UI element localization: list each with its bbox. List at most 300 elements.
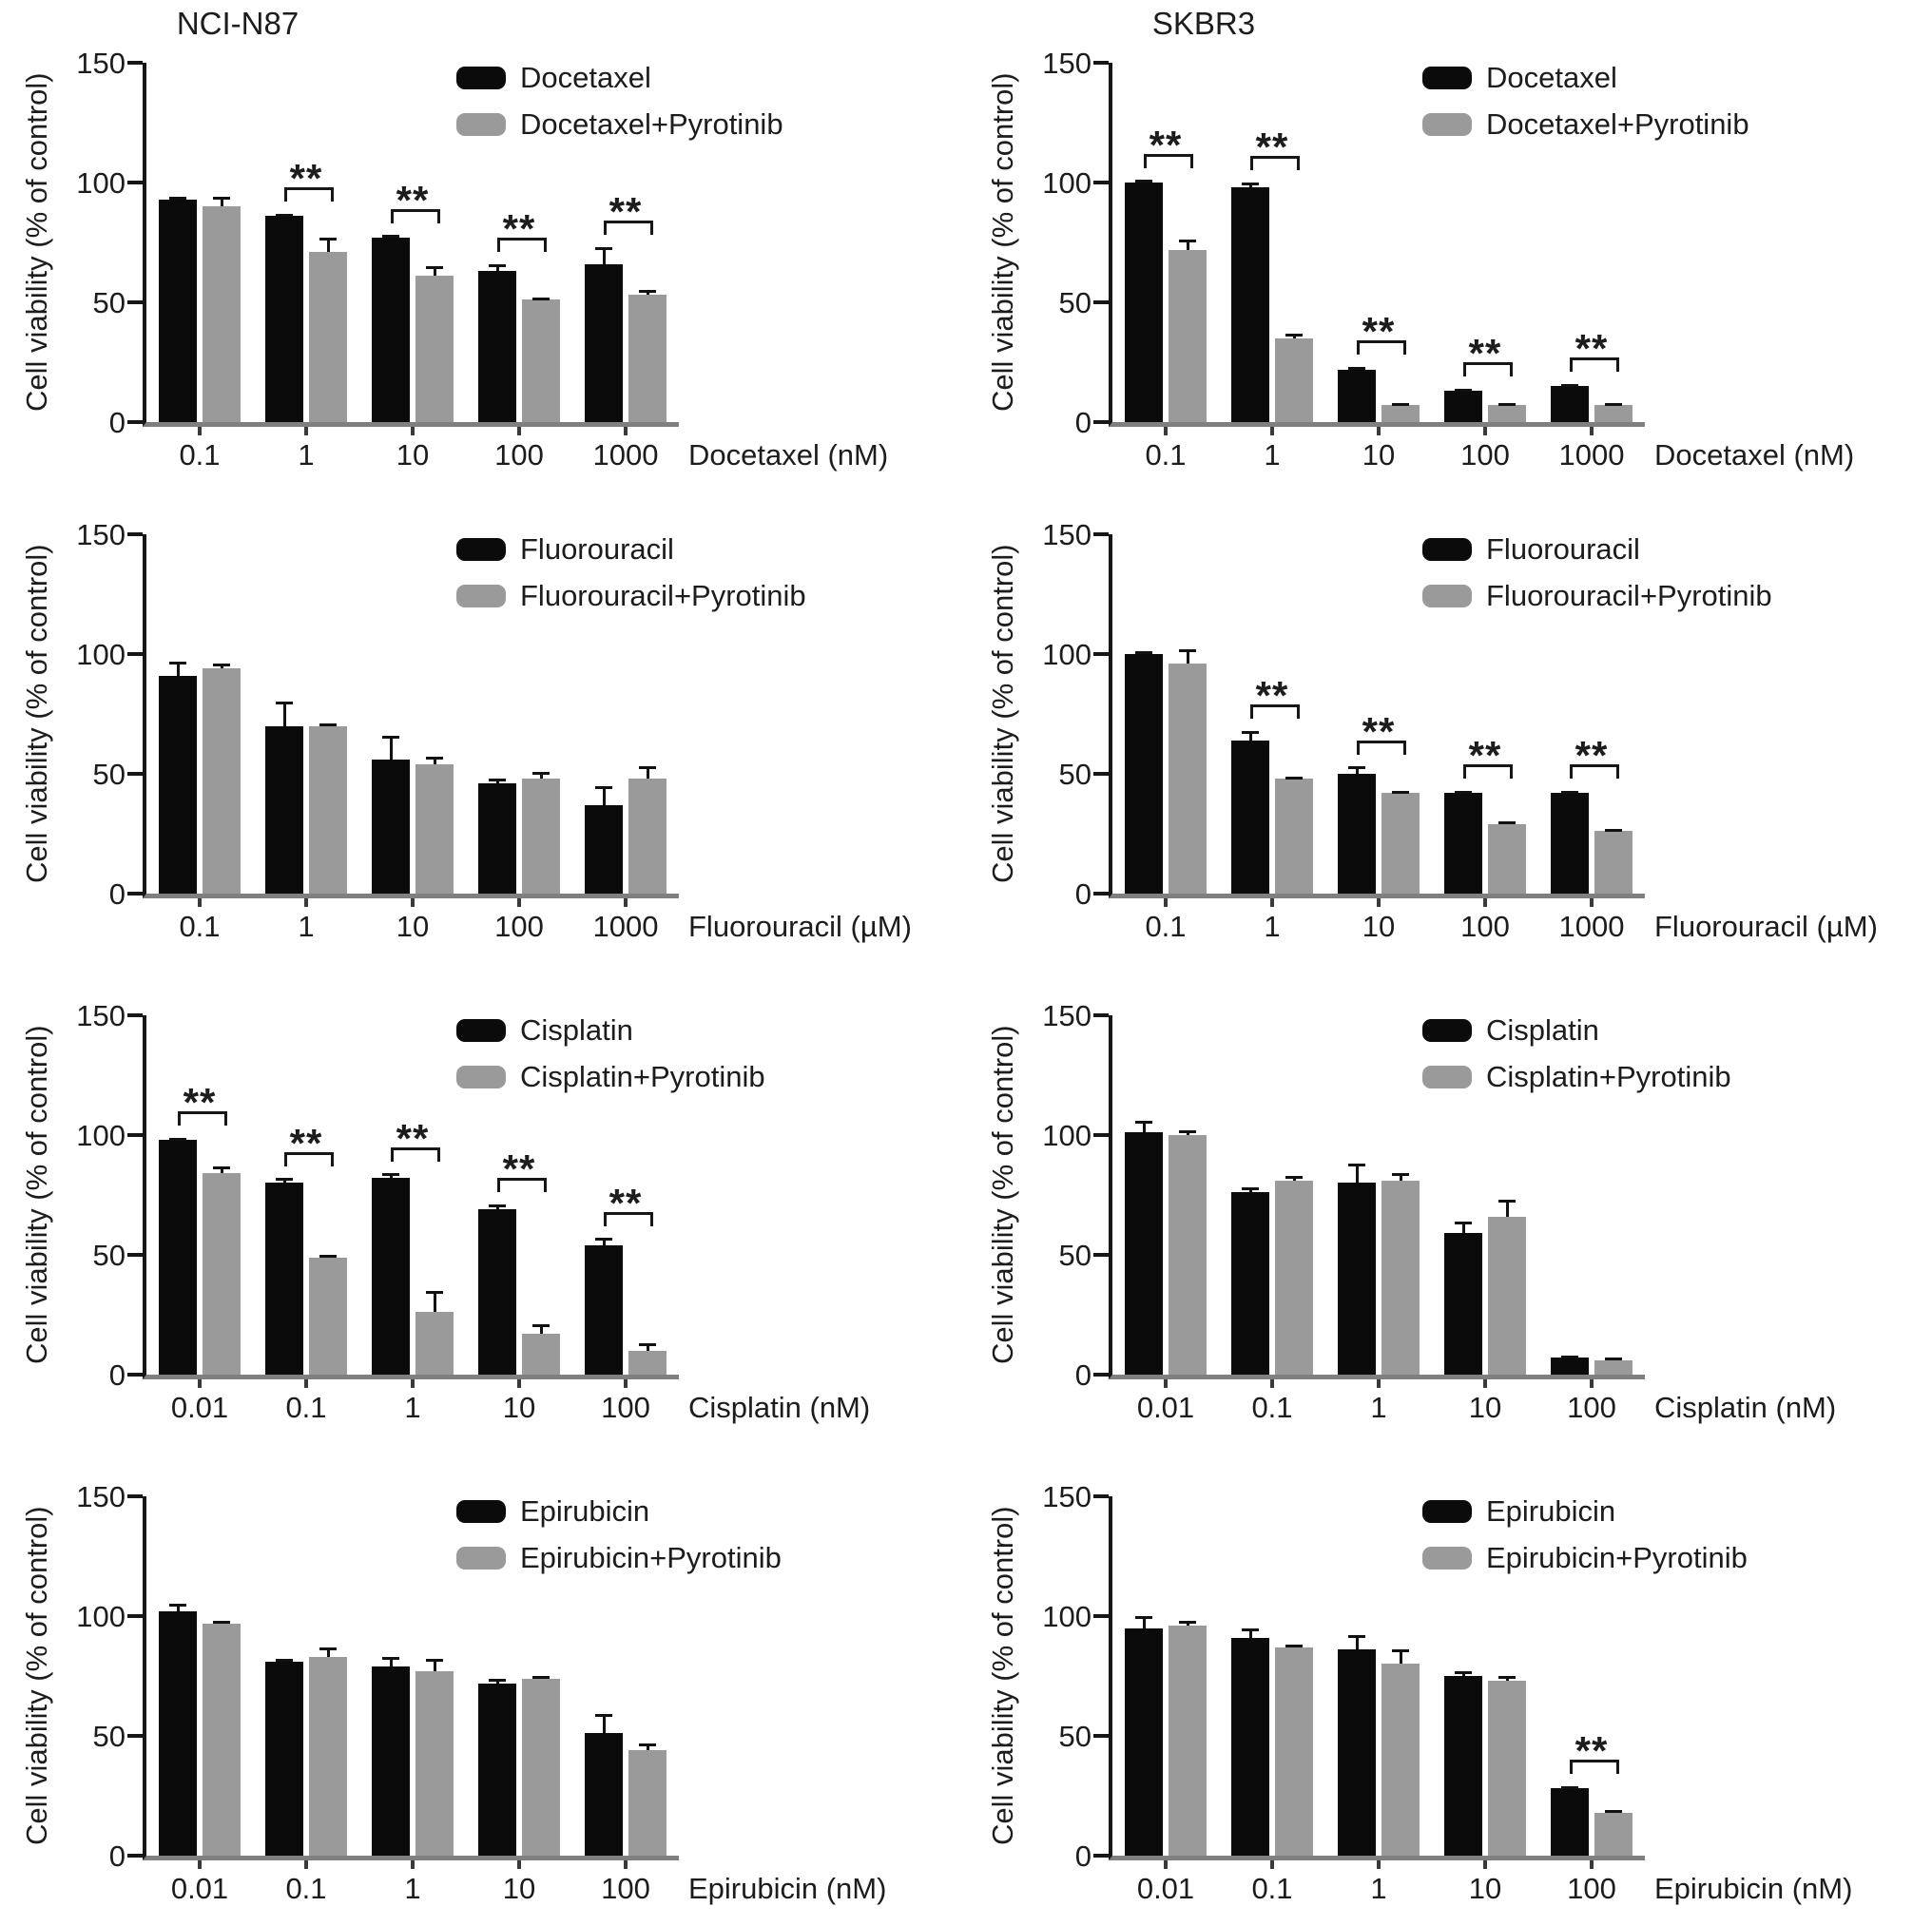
x-tick-mark [1483, 1379, 1487, 1388]
y-tick-mark [1093, 1734, 1109, 1738]
bar-group-1 [253, 534, 359, 894]
error-bar [532, 1676, 550, 1679]
bar-cisplatin-pyrotinib-1 [1381, 1181, 1420, 1375]
bar-fluorouracil-pyrotinib-1 [1275, 779, 1313, 894]
bar-docetaxel-100 [1444, 391, 1482, 422]
y-tick-label: 150 [1042, 999, 1092, 1032]
bar-cisplatin-0.1 [1231, 1192, 1269, 1375]
error-bar-cap [1135, 180, 1152, 183]
error-bar [639, 290, 656, 295]
bar-epirubicin-pyrotinib-1 [1381, 1664, 1420, 1856]
error-bar [489, 1204, 506, 1209]
legend-label: Fluorouracil+Pyrotinib [520, 579, 806, 612]
bar-group-0.1 [1219, 1015, 1325, 1375]
legend [1422, 1013, 1731, 1094]
y-tick-label: 100 [76, 1600, 126, 1633]
error-bar [489, 1679, 506, 1684]
bar-fluorouracil-pyrotinib-1 [309, 726, 347, 894]
x-category-label: 10 [1468, 1391, 1502, 1424]
legend-item-epirubicin [1422, 1494, 1748, 1529]
error-bar [426, 1291, 443, 1313]
bar-epirubicin-pyrotinib-100 [628, 1750, 667, 1856]
bar-fluorouracil-10 [372, 760, 410, 894]
significance-stars: ** [1468, 733, 1502, 779]
error-bar [1561, 1356, 1578, 1358]
x-tick-mark [198, 898, 202, 907]
legend-swatch-fluorouracil-pyrotinib [1422, 585, 1472, 607]
error-bar [532, 298, 550, 300]
bar-fluorouracil-pyrotinib-100 [1488, 824, 1526, 894]
legend-label: Epirubicin+Pyrotinib [520, 1541, 782, 1574]
y-tick-label: 50 [92, 1720, 126, 1753]
error-bar-cap [595, 786, 612, 789]
significance-stars: ** [183, 1079, 217, 1125]
bar-group-0.01 [146, 1015, 253, 1375]
y-axis-label: Cell viability (% of control) [20, 72, 53, 413]
legend-swatch-epirubicin-pyrotinib [456, 1547, 506, 1570]
significance-stars: ** [1255, 673, 1289, 719]
x-category-label: 0.1 [1251, 1872, 1293, 1905]
error-bar-cap [1605, 1810, 1622, 1813]
x-tick-mark [1270, 427, 1274, 435]
bar-epirubicin-10 [1444, 1676, 1482, 1856]
x-category-label: 10 [1362, 438, 1396, 472]
bar-group-10 [359, 534, 466, 894]
error-bar-cap [1135, 1616, 1152, 1619]
legend-item-epirubicin-pyrotinib [456, 1541, 782, 1575]
significance-stars: ** [396, 177, 430, 222]
legend-item-epirubicin-pyrotinib [1422, 1541, 1748, 1575]
error-bar [213, 197, 230, 206]
y-tick-mark [1093, 1013, 1109, 1017]
error-bar [1605, 1358, 1622, 1360]
bar-fluorouracil-10 [1338, 774, 1376, 894]
chart-panel-nci-n87-cisplatin-nm [0, 962, 966, 1443]
x-tick-mark [304, 898, 308, 907]
y-tick-label: 100 [1042, 1600, 1092, 1633]
x-tick-mark [198, 1860, 202, 1869]
legend-label: Cisplatin [1486, 1013, 1599, 1047]
error-bar [1348, 1164, 1365, 1183]
x-axis-label: Fluorouracil (µM) [688, 910, 912, 943]
error-bar [276, 1178, 293, 1183]
y-axis-label: Cell viability (% of control) [986, 1025, 1019, 1365]
error-bar-cap [1135, 651, 1152, 654]
error-bar-cap [1179, 1130, 1196, 1133]
bar-fluorouracil-0.1 [1125, 654, 1163, 894]
x-tick-mark [624, 898, 628, 907]
error-bar [319, 1647, 337, 1657]
legend-swatch-cisplatin [1422, 1019, 1472, 1042]
error-bar [1498, 1676, 1516, 1681]
x-tick-mark [198, 1379, 202, 1388]
error-bar-whisker [603, 1714, 606, 1733]
significance-stars: ** [1575, 326, 1609, 372]
legend [456, 61, 783, 142]
y-tick-label: 0 [1074, 1839, 1092, 1873]
error-bar [426, 1659, 443, 1671]
error-bar-cap [1242, 731, 1259, 734]
legend-item-fluorouracil-pyrotinib [1422, 579, 1772, 613]
error-bar [213, 1166, 230, 1174]
error-bar-cap [1392, 791, 1409, 794]
error-bar-cap [1561, 1356, 1578, 1358]
error-bar [1179, 649, 1196, 664]
y-tick-label: 150 [76, 518, 126, 551]
legend-label: Cisplatin+Pyrotinib [1486, 1060, 1731, 1093]
bar-docetaxel-pyrotinib-0.1 [203, 206, 241, 422]
x-tick-mark [1590, 898, 1594, 907]
error-bar-cap [213, 1166, 230, 1169]
legend-item-docetaxel-pyrotinib [456, 107, 783, 142]
legend [456, 1013, 765, 1094]
legend-swatch-docetaxel [1422, 67, 1472, 89]
legend-swatch-fluorouracil [1422, 538, 1472, 561]
error-bar [1605, 403, 1622, 406]
y-tick-label: 100 [76, 1119, 126, 1152]
y-tick-mark [127, 1614, 143, 1618]
y-tick-label: 0 [1074, 406, 1092, 439]
error-bar [1179, 1130, 1196, 1135]
bar-group-1 [359, 1496, 466, 1856]
error-bar-cap [1605, 829, 1622, 832]
x-category-label: 1 [404, 1391, 421, 1424]
x-tick-mark [1270, 1860, 1274, 1869]
x-category-label: 1 [298, 438, 315, 472]
x-axis-label: Cisplatin (nM) [1654, 1391, 1837, 1424]
bar-docetaxel-1000 [585, 264, 623, 422]
error-bar [276, 1659, 293, 1662]
x-tick-mark [624, 1379, 628, 1388]
x-tick-mark [411, 1379, 415, 1388]
bar-cisplatin-pyrotinib-0.1 [1275, 1181, 1313, 1375]
legend-label: Docetaxel+Pyrotinib [1486, 107, 1749, 141]
bar-cisplatin-10 [1444, 1233, 1482, 1375]
y-tick-label: 0 [1074, 877, 1092, 911]
x-tick-mark [1164, 1860, 1168, 1869]
y-tick-mark [1093, 1253, 1109, 1257]
bar-docetaxel-pyrotinib-1000 [628, 295, 667, 422]
x-tick-mark [1590, 1860, 1594, 1869]
error-bar [169, 1604, 186, 1611]
x-tick-mark [1270, 898, 1274, 907]
chart-panel-skbr3-epirubicin-nm [966, 1443, 1932, 1924]
x-category-label: 100 [1460, 438, 1510, 472]
bar-epirubicin-0.01 [159, 1611, 197, 1856]
legend-label: Epirubicin [520, 1494, 650, 1528]
error-bar [1285, 777, 1303, 780]
error-bar-cap [426, 1291, 443, 1294]
legend-swatch-epirubicin-pyrotinib [1422, 1547, 1472, 1570]
error-bar-cap [639, 1343, 656, 1346]
error-bar-cap [1285, 334, 1303, 337]
y-tick-label: 150 [76, 47, 126, 80]
bar-epirubicin-pyrotinib-0.01 [203, 1624, 241, 1856]
significance-stars: ** [1149, 122, 1183, 167]
error-bar [1242, 183, 1259, 187]
error-bar [1285, 334, 1303, 338]
legend [456, 532, 806, 613]
bar-group-10 [1325, 534, 1432, 894]
chart-panel-nci-n87-docetaxel-nm [0, 0, 966, 481]
y-tick-mark [1093, 652, 1109, 656]
x-category-label: 0.1 [1145, 438, 1187, 472]
legend-label: Cisplatin+Pyrotinib [520, 1060, 765, 1093]
error-bar-cap [532, 772, 550, 775]
y-tick-mark [127, 420, 143, 424]
legend-label: Docetaxel [1486, 61, 1617, 94]
error-bar [319, 1255, 337, 1258]
y-tick-mark [127, 532, 143, 536]
bar-cisplatin-0.01 [159, 1140, 197, 1375]
error-bar-cap [1498, 403, 1516, 406]
x-tick-mark [1377, 1379, 1381, 1388]
legend-swatch-fluorouracil-pyrotinib [456, 585, 506, 607]
error-bar [276, 214, 293, 217]
error-bar-cap [382, 1173, 399, 1176]
x-category-label: 10 [1468, 1872, 1502, 1905]
error-bar-cap [489, 779, 506, 781]
error-bar [1561, 1786, 1578, 1789]
x-category-label: 0.1 [179, 910, 221, 943]
x-tick-mark [1377, 1860, 1381, 1869]
chart-panel-nci-n87-fluorouracil-m [0, 481, 966, 962]
bar-epirubicin-pyrotinib-0.1 [1275, 1647, 1313, 1856]
legend-item-docetaxel [1422, 61, 1749, 95]
bar-epirubicin-10 [478, 1684, 516, 1856]
x-category-label: 1000 [1558, 910, 1625, 943]
x-tick-mark [517, 427, 521, 435]
bar-group-0.1 [253, 1015, 359, 1375]
error-bar [1135, 651, 1152, 654]
bar-epirubicin-pyrotinib-1 [415, 1671, 454, 1856]
significance-stars: ** [1575, 733, 1609, 779]
chart-panel-skbr3-docetaxel-nm [966, 0, 1932, 481]
error-bar-cap [1498, 821, 1516, 824]
error-bar-cap [639, 766, 656, 769]
error-bar [1392, 1649, 1409, 1664]
error-bar [639, 1343, 656, 1351]
error-bar-cap [639, 1743, 656, 1746]
error-bar-cap [319, 1647, 337, 1650]
error-bar [1605, 1810, 1622, 1813]
error-bar-cap [1179, 649, 1196, 652]
y-tick-label: 100 [76, 638, 126, 671]
y-tick-mark [127, 61, 143, 65]
bar-epirubicin-1 [1338, 1649, 1376, 1856]
y-tick-label: 0 [108, 1358, 126, 1392]
error-bar [1392, 1173, 1409, 1181]
error-bar [1498, 1200, 1516, 1217]
x-tick-mark [1483, 898, 1487, 907]
legend-item-docetaxel [456, 61, 783, 95]
y-tick-label: 150 [76, 999, 126, 1032]
bar-docetaxel-0.1 [159, 200, 197, 422]
y-tick-mark [1093, 532, 1109, 536]
error-bar [1135, 1121, 1152, 1133]
legend-swatch-fluorouracil [456, 538, 506, 561]
significance-stars: ** [396, 1115, 430, 1161]
bar-fluorouracil-100 [1444, 793, 1482, 894]
y-axis-label: Cell viability (% of control) [986, 72, 1019, 413]
legend [1422, 61, 1749, 142]
bar-group-1 [253, 63, 359, 422]
bar-epirubicin-0.1 [265, 1662, 303, 1856]
error-bar-cap [1498, 1200, 1516, 1203]
error-bar [1348, 766, 1365, 774]
significance-stars: ** [1362, 309, 1396, 355]
error-bar-cap [382, 235, 399, 238]
x-tick-mark [198, 427, 202, 435]
legend-item-cisplatin-pyrotinib [456, 1060, 765, 1094]
y-tick-mark [127, 652, 143, 656]
x-category-label: 1 [1370, 1391, 1387, 1424]
legend-label: Docetaxel+Pyrotinib [520, 107, 783, 141]
error-bar [319, 238, 337, 252]
x-axis-label: Epirubicin (nM) [1654, 1872, 1853, 1905]
error-bar [532, 772, 550, 780]
error-bar-cap [1605, 403, 1622, 406]
y-axis-label: Cell viability (% of control) [20, 1506, 53, 1846]
error-bar-cap [382, 1657, 399, 1660]
error-bar-cap [595, 247, 612, 250]
error-bar-cap [1242, 183, 1259, 185]
y-tick-label: 0 [1074, 1358, 1092, 1392]
bar-docetaxel-0.1 [1125, 183, 1163, 422]
bar-group-10 [359, 63, 466, 422]
y-tick-label: 50 [92, 758, 126, 791]
bar-group-0.01 [146, 1496, 253, 1856]
bar-fluorouracil-1 [265, 726, 303, 894]
column-title: SKBR3 [1151, 6, 1256, 41]
bar-docetaxel-100 [478, 271, 516, 422]
error-bar-cap [595, 1238, 612, 1241]
bar-docetaxel-1000 [1551, 386, 1589, 422]
x-tick-mark [411, 898, 415, 907]
error-bar-cap [213, 197, 230, 200]
bar-group-0.1 [253, 1496, 359, 1856]
error-bar [595, 786, 612, 805]
y-tick-label: 100 [1042, 1119, 1092, 1152]
y-tick-mark [127, 892, 143, 896]
y-tick-mark [1093, 181, 1109, 184]
bar-docetaxel-pyrotinib-1 [1275, 338, 1313, 422]
y-axis-label: Cell viability (% of control) [986, 544, 1019, 884]
y-tick-mark [1093, 1614, 1109, 1618]
bar-epirubicin-pyrotinib-0.01 [1169, 1626, 1207, 1856]
x-axis-label: Epirubicin (nM) [688, 1872, 887, 1905]
x-tick-mark [517, 1860, 521, 1869]
y-tick-mark [1093, 892, 1109, 896]
x-axis-label: Docetaxel (nM) [1654, 438, 1855, 472]
bar-epirubicin-0.1 [1231, 1638, 1269, 1856]
error-bar-cap [382, 736, 399, 739]
x-category-label: 0.1 [1145, 910, 1187, 943]
error-bar [382, 235, 399, 238]
y-tick-mark [1093, 1494, 1109, 1498]
bar-docetaxel-pyrotinib-100 [1488, 405, 1526, 422]
legend-label: Fluorouracil [520, 532, 674, 566]
error-bar [1561, 384, 1578, 387]
x-tick-mark [1164, 898, 1168, 907]
bar-cisplatin-0.1 [265, 1183, 303, 1375]
bar-group-1 [1325, 1496, 1432, 1856]
x-category-label: 1 [1264, 438, 1281, 472]
error-bar-cap [1135, 1121, 1152, 1124]
error-bar-cap [532, 298, 550, 300]
error-bar [639, 766, 656, 779]
legend-item-fluorouracil [1422, 532, 1772, 567]
bar-epirubicin-pyrotinib-10 [522, 1679, 560, 1856]
significance-stars: ** [289, 1120, 323, 1165]
error-bar [1455, 1222, 1472, 1234]
bar-cisplatin-pyrotinib-100 [1594, 1360, 1633, 1375]
bar-group-1 [359, 1015, 466, 1375]
error-bar-cap [595, 1714, 612, 1717]
legend [1422, 1494, 1748, 1575]
bar-cisplatin-1 [372, 1178, 410, 1375]
x-category-label: 100 [1567, 1872, 1616, 1905]
error-bar [1242, 1628, 1259, 1638]
error-bar [1498, 821, 1516, 824]
y-tick-label: 0 [108, 406, 126, 439]
significance-stars: ** [609, 189, 643, 235]
legend-item-cisplatin [1422, 1013, 1731, 1048]
bar-group-0.1 [1112, 534, 1219, 894]
error-bar [169, 1138, 186, 1141]
bar-group-0.1 [1112, 63, 1219, 422]
significance-stars: ** [1362, 708, 1396, 754]
bar-group-0.01 [1112, 1015, 1219, 1375]
x-category-label: 1 [298, 910, 315, 943]
error-bar-cap [1242, 1628, 1259, 1631]
error-bar-whisker [283, 702, 286, 725]
x-tick-mark [517, 1379, 521, 1388]
y-tick-mark [127, 300, 143, 304]
error-bar-cap [169, 1604, 186, 1607]
bar-group-0.1 [1219, 1496, 1325, 1856]
error-bar-cap [1285, 1176, 1303, 1179]
error-bar-cap [276, 1178, 293, 1181]
x-category-label: 1000 [592, 438, 659, 472]
bar-group-0.01 [1112, 1496, 1219, 1856]
error-bar [1135, 1616, 1152, 1628]
y-tick-label: 0 [108, 1839, 126, 1873]
legend-swatch-cisplatin [456, 1019, 506, 1042]
chart-panel-skbr3-cisplatin-nm [966, 962, 1932, 1443]
x-axis-label: Fluorouracil (µM) [1654, 910, 1878, 943]
x-category-label: 1000 [592, 910, 659, 943]
error-bar-cap [1179, 240, 1196, 242]
x-category-label: 1 [1264, 910, 1281, 943]
error-bar [532, 1324, 550, 1334]
error-bar [1455, 791, 1472, 794]
error-bar-cap [1392, 1173, 1409, 1176]
bar-fluorouracil-1000 [1551, 793, 1589, 894]
x-tick-mark [411, 427, 415, 435]
y-axis-label: Cell viability (% of control) [20, 1025, 53, 1365]
error-bar-cap [489, 264, 506, 267]
error-bar-cap [426, 266, 443, 269]
x-category-label: 10 [396, 910, 430, 943]
x-category-label: 100 [494, 910, 544, 943]
significance-stars: ** [1575, 1728, 1609, 1774]
significance-stars: ** [289, 156, 323, 202]
y-tick-label: 150 [76, 1480, 126, 1513]
error-bar-cap [532, 1676, 550, 1679]
error-bar-cap [1348, 1635, 1365, 1638]
bar-group-0.1 [146, 534, 253, 894]
